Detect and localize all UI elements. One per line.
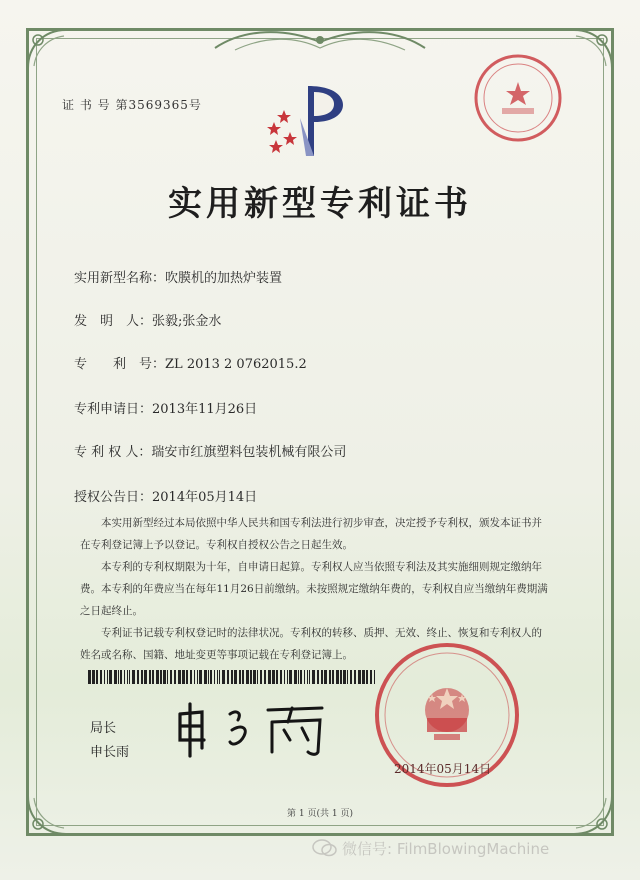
barcode-bar <box>100 670 102 684</box>
barcode-bar <box>124 670 125 684</box>
barcode-bar <box>204 670 207 684</box>
barcode-bar <box>340 670 342 684</box>
field-label: 专 利 权 人： <box>74 445 152 460</box>
barcode-bar <box>257 670 258 684</box>
field-patent-number <box>74 353 307 372</box>
barcode-bar <box>287 670 288 684</box>
signatory-name: 申长雨 <box>90 745 130 760</box>
barcode-bar <box>309 670 310 684</box>
corner-ornament-top-right <box>570 26 616 72</box>
barcode-bar <box>96 670 98 684</box>
barcode-bar <box>190 670 192 684</box>
barcode-bar <box>354 670 356 684</box>
patent-office-logo <box>262 82 362 162</box>
barcode-bar <box>317 670 319 684</box>
barcode-bar <box>350 670 352 684</box>
barcode-bar <box>253 670 256 684</box>
barcode-bar <box>307 670 308 684</box>
barcode-bar <box>324 670 327 684</box>
barcode-bar <box>92 670 95 684</box>
barcode-bar <box>362 670 365 684</box>
barcode-bar <box>294 670 297 684</box>
barcode-bar <box>304 670 305 684</box>
barcode-bar <box>284 670 285 684</box>
barcode-bar <box>170 670 172 684</box>
barcode-bar <box>312 670 315 684</box>
barcode-bar <box>242 670 244 684</box>
barcode-bar <box>268 670 271 684</box>
barcode-bar <box>141 670 143 684</box>
field-value: 张毅;张金水 <box>152 314 222 329</box>
barcode-bar <box>250 670 252 684</box>
wechat-icon <box>312 838 338 858</box>
barcode-bar <box>219 670 220 684</box>
barcode-bar <box>120 670 122 684</box>
barcode-bar <box>152 670 154 684</box>
barcode-bar <box>160 670 162 684</box>
field-application-date <box>74 398 257 417</box>
barcode-bar <box>104 670 105 684</box>
body-paragraph: 专利证书记载专利权登记时的法律状况。专利权的转移、质押、无效、终止、恢复和专利权人的姓名或名称、国籍、地址变更等事项记载在专利登记簿上。 <box>80 627 542 661</box>
agency-seal <box>472 52 564 144</box>
barcode-bar <box>137 670 139 684</box>
certificate-number: 证 书 号 第3569365号 <box>62 98 202 112</box>
barcode-bar <box>197 670 198 684</box>
barcode-bar <box>336 670 339 684</box>
barcode-bar <box>208 670 209 684</box>
signatory-role: 局长 <box>90 721 117 736</box>
corner-ornament-top-left <box>24 26 70 72</box>
barcode-bar <box>114 670 117 684</box>
field-label: 专 利 号： <box>74 357 166 372</box>
barcode-bar <box>182 670 185 684</box>
barcode-bar <box>210 670 212 684</box>
top-ornament <box>205 26 435 56</box>
field-label: 授权公告日： <box>74 490 153 505</box>
watermark-text: 微信号: FilmBlowingMachine <box>342 840 550 858</box>
barcode-bar <box>231 670 233 684</box>
barcode-bar <box>129 670 130 684</box>
barcode-bar <box>222 670 225 684</box>
barcode-bar <box>234 670 237 684</box>
barcode-bar <box>366 670 368 684</box>
barcode-bar <box>239 670 241 684</box>
barcode-bar <box>132 670 135 684</box>
field-label: 实用新型名称： <box>74 271 166 286</box>
barcode <box>88 670 378 684</box>
barcode-bar <box>178 670 181 684</box>
barcode-bar <box>88 670 91 684</box>
barcode-bar <box>194 670 195 684</box>
barcode-bar <box>217 670 218 684</box>
field-value: 吹膜机的加热炉装置 <box>165 271 283 286</box>
barcode-bar <box>298 670 299 684</box>
field-patentee <box>74 441 346 460</box>
field-value: 2014年05月14日 <box>152 490 258 505</box>
field-value: 2013年11月26日 <box>152 402 258 417</box>
barcode-bar <box>227 670 229 684</box>
field-label: 专利申请日： <box>74 402 153 417</box>
barcode-bar <box>358 670 361 684</box>
field-grant-date <box>74 486 257 505</box>
barcode-bar <box>272 670 275 684</box>
barcode-bar <box>199 670 202 684</box>
barcode-bar <box>144 670 147 684</box>
barcode-bar <box>332 670 334 684</box>
field-label: 发 明 人： <box>74 314 153 329</box>
barcode-bar <box>300 670 302 684</box>
barcode-bar <box>167 670 168 684</box>
field-value: ZL 2013 2 0762015.2 <box>165 357 307 372</box>
page-number: 第 1 页(共 1 页) <box>287 809 353 819</box>
barcode-bar <box>321 670 323 684</box>
barcode-bar <box>260 670 262 684</box>
barcode-bar <box>343 670 346 684</box>
barcode-bar <box>149 670 151 684</box>
barcode-bar <box>214 670 215 684</box>
barcode-bar <box>118 670 119 684</box>
barcode-bar <box>289 670 292 684</box>
barcode-bar <box>174 670 176 684</box>
barcode-bar <box>107 670 108 684</box>
barcode-bar <box>264 670 266 684</box>
handwritten-signature <box>172 700 342 760</box>
barcode-bar <box>280 670 282 684</box>
barcode-bar <box>347 670 348 684</box>
field-inventor <box>74 310 221 329</box>
barcode-bar <box>246 670 249 684</box>
barcode-bar <box>329 670 331 684</box>
barcode-bar <box>109 670 112 684</box>
barcode-bar <box>127 670 128 684</box>
body-paragraph: 本专利的专利权期限为十年，自申请日起算。专利权人应当依照专利法及其实施细则规定缴纳年费。本专利的年费应当在每年11月26日前缴纳。未按照规定缴纳年费的，专利权自应当缴纳年费期满之日起终止。 <box>80 561 548 617</box>
field-value: 瑞安市红旗塑料包装机械有限公司 <box>151 445 347 460</box>
barcode-bar <box>163 670 166 684</box>
field-utility-model-name <box>74 267 282 286</box>
barcode-bar <box>276 670 278 684</box>
barcode-bar <box>156 670 159 684</box>
barcode-bar <box>186 670 188 684</box>
page-title: 实用新型专利证书 <box>168 184 472 224</box>
seal-date: 2014年05月14日 <box>394 762 492 776</box>
body-paragraph: 本实用新型经过本局依照中华人民共和国专利法进行初步审查，决定授予专利权，颁发本证书并在专利登记簿上予以登记。专利权自授权公告之日起生效。 <box>80 517 542 551</box>
